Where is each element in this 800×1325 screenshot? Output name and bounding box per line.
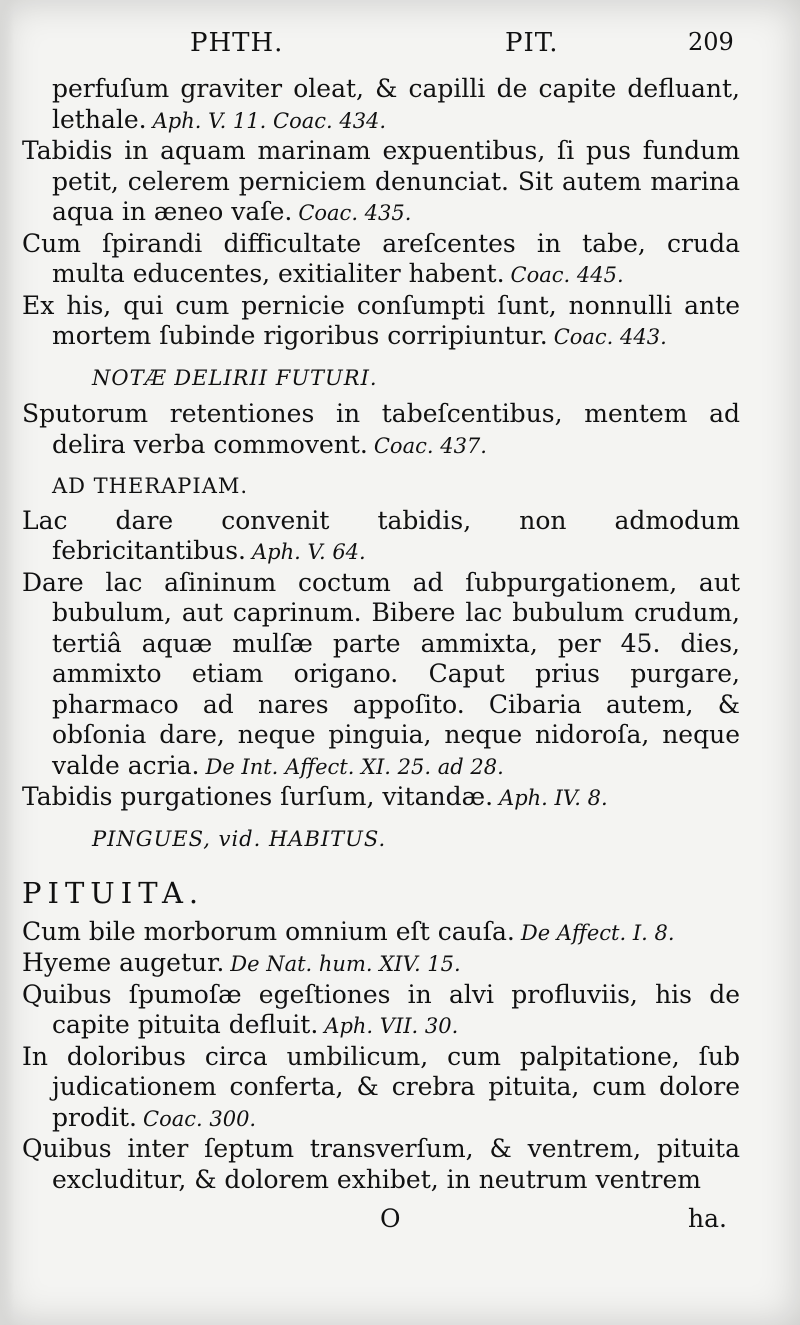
text-entry <box>22 399 740 461</box>
entry-text: Cum bile morborum omnium eſt cauſa. <box>22 916 515 946</box>
running-header <box>0 28 800 68</box>
entry-text: Ex his, qui cum pernicie conſumpti ſunt, nonnulli ante mortem ſubinde rigoribus corripiuntur. <box>22 290 740 350</box>
header-middle-title: PIT. <box>505 28 559 58</box>
citation-reference: Aph. V. 64. <box>251 540 366 564</box>
entry-text: Sputorum retentiones in tabeſcentibus, mentem ad delira verba commovent. <box>22 399 740 459</box>
text-entry <box>22 506 740 568</box>
entry-text: Tabidis in aquam marinam expuentibus, ſi pus fundum petit, celerem perniciem denunciat. Sit autem marina aqua in æneo vaſe. <box>22 136 740 226</box>
text-entry <box>22 568 740 783</box>
entry-text: In doloribus circa umbilicum, cum palpitatione, ſub judicationem conferta, & crebra pituita, cum dolore prodit. <box>22 1041 740 1132</box>
text-entry <box>22 782 740 814</box>
entry-text: Quibus ſpumoſæ egeſtiones in alvi profluviis, his de capite pituita defluit. <box>22 979 740 1039</box>
citation-reference: Coac. 437. <box>373 433 487 458</box>
text-entry <box>22 948 740 980</box>
catchword: ha. <box>688 1204 727 1233</box>
entry-text: Cum ſpirandi difficultate areſcentes in tabe, cruda multa educentes, exitialiter habent. <box>22 228 740 288</box>
entry-text: Tabidis purgationes ſurſum, vitandæ. <box>22 782 494 811</box>
text-entry <box>22 136 740 229</box>
citation-reference: Coac. 435. <box>298 201 412 225</box>
text-entry <box>22 229 740 291</box>
citation-reference: De Int. Affect. XI. 25. ad 28. <box>205 754 504 779</box>
text-entry <box>22 291 740 353</box>
section-heading: PITUITA. <box>22 876 205 910</box>
header-left-title: PHTH. <box>190 28 284 58</box>
page-footer <box>0 1204 800 1238</box>
page-number: 209 <box>688 28 734 56</box>
citation-reference: De Affect. I. 8. <box>520 920 675 945</box>
citation-reference: Coac. 300. <box>143 1106 257 1131</box>
citation-reference: De Nat. hum. XIV. 15. <box>230 952 461 976</box>
citation-reference: Aph. V. 11. Coac. 434. <box>152 108 387 133</box>
entry-text: perfuſum graviter oleat, & capilli de capite defluant, lethale. <box>52 74 740 134</box>
entry-text: Dare lac aſininum coctum ad ſubpurgationem, aut bubulum, aut caprinum. Bibere lac bubulum crudum, tertiâ aquæ mulſæ parte ammixta, per 45. dies, ammixto etiam origano. Caput prius purgare, pharmaco ad nares appoſito. Cibaria autem, & obſonia dare, neque pinguia, neque nidoroſa, neque valde acria. <box>22 567 740 780</box>
citation-reference: Coac. 445. <box>510 263 624 287</box>
citation-reference: Aph. VII. 30. <box>324 1014 459 1038</box>
subheading: NOTÆ DELIRII FUTURI. <box>92 365 378 390</box>
entry-text: Quibus inter ſeptum transverſum, & ventrem, pituita excluditur, & dolorem exhibet, in neutrum ventrem <box>22 1134 740 1194</box>
subheading: AD THERAPIAM. <box>52 474 249 498</box>
citation-reference: Coac. 443. <box>553 325 667 349</box>
citation-reference: Aph. IV. 8. <box>499 786 608 810</box>
text-entry <box>22 1134 740 1195</box>
entry-text: Lac dare convenit tabidis, non admodum febricitantibus. <box>22 505 740 565</box>
entry-text: Hyeme augetur. <box>22 948 225 977</box>
text-entry <box>22 980 740 1042</box>
text-entry <box>22 1042 740 1135</box>
continued-entry <box>22 74 740 136</box>
text-entry <box>22 917 740 949</box>
subheading: PINGUES, vid. HABITUS. <box>92 826 387 851</box>
page-body <box>22 74 740 1195</box>
signature-mark: O <box>380 1204 401 1233</box>
